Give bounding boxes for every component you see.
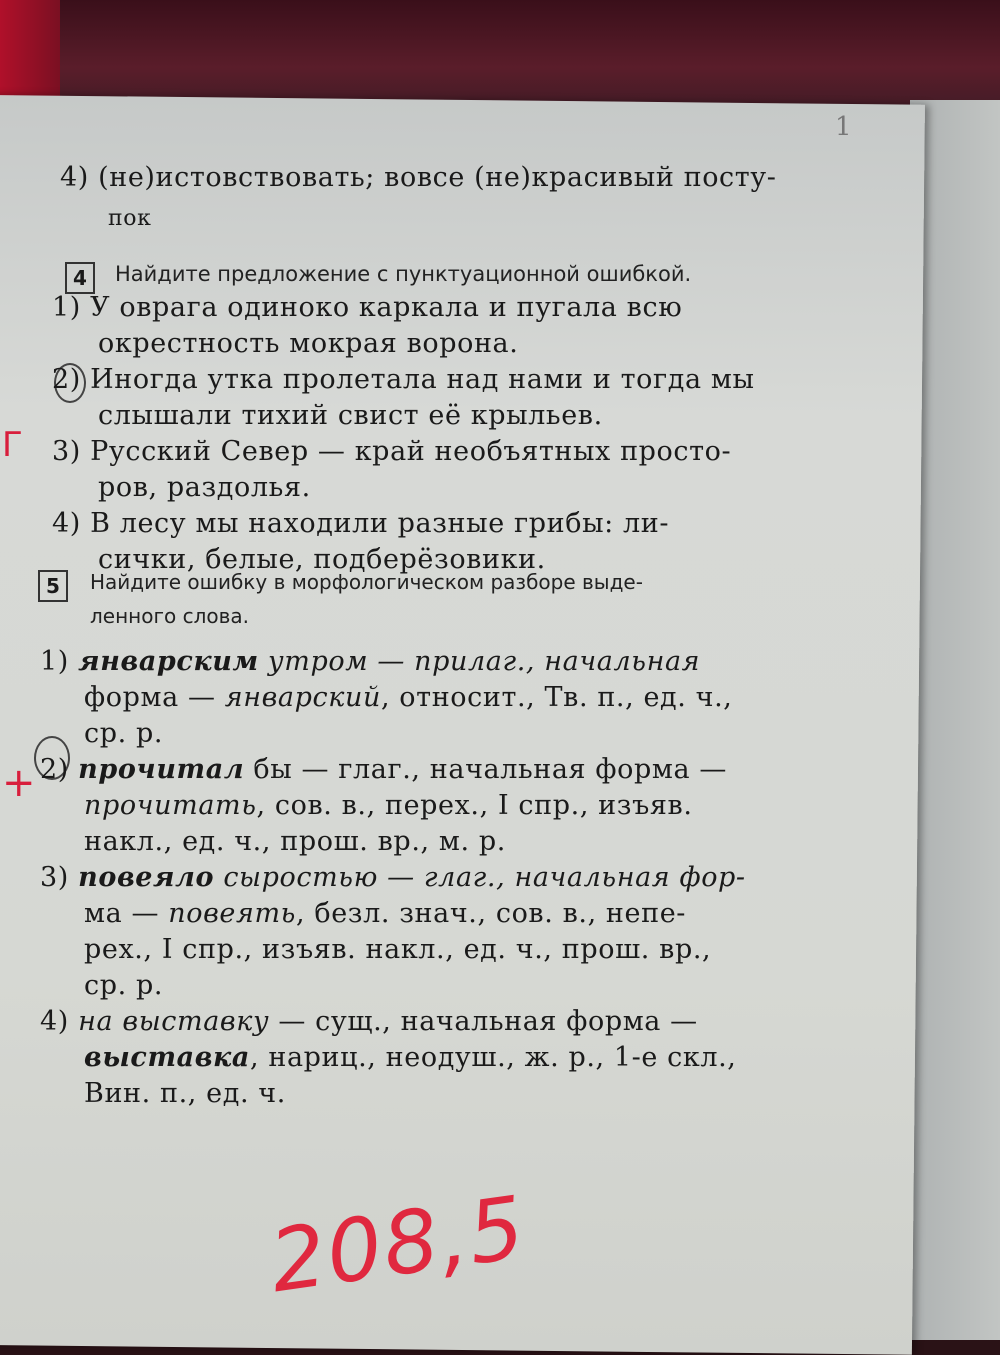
task5-option3-line3: рех., I спр., изъяв. накл., ед. ч., прош. вр., bbox=[84, 934, 712, 965]
task5-option2-num: 2) bbox=[40, 754, 69, 785]
corner-pencil-mark: 1 bbox=[835, 112, 852, 142]
task5-option1-line1 bbox=[40, 646, 700, 677]
task5-option4-line1 bbox=[40, 1006, 698, 1037]
task5-option4-line3: Вин. п., ед. ч. bbox=[84, 1078, 286, 1109]
task5-option2-line3: накл., ед. ч., прош. вр., м. р. bbox=[84, 826, 506, 857]
task5-option2-l2b: , сов. в., перех., I спр., изъяв. bbox=[256, 790, 693, 821]
top-item-line1: 4) (не)истовствовать; вовсе (не)красивый посту- bbox=[60, 162, 777, 193]
task5-option4-l2b: , нариц., неодуш., ж. р., 1-е скл., bbox=[250, 1042, 737, 1073]
task4-option2-line2: слышали тихий свист её крыльев. bbox=[98, 400, 603, 431]
task5-option1-l2b: январский bbox=[224, 682, 381, 713]
task5-option1-line3: ср. р. bbox=[84, 718, 164, 749]
task5-option1-l2c: , относит., Тв. п., ед. ч., bbox=[380, 682, 733, 713]
task5-option3-rest: сыростью — глаг., начальная фор- bbox=[223, 862, 746, 893]
task5-option3-word: повеяло bbox=[78, 862, 215, 893]
task4-option4-line2: сички, белые, подберёзовики. bbox=[98, 544, 546, 575]
task5-option2-word: прочитал bbox=[78, 754, 245, 785]
task5-option3-l2a: ма — bbox=[84, 898, 169, 929]
task5-option2-l2a: прочитать bbox=[84, 790, 257, 821]
task5-option4-num: 4) bbox=[40, 1006, 69, 1037]
task5-option4-line2 bbox=[84, 1042, 736, 1073]
task5-option4-l2a: выставка bbox=[84, 1042, 251, 1073]
task5-option1-num: 1) bbox=[40, 646, 69, 677]
facing-page bbox=[910, 100, 1000, 1340]
task4-question: Найдите предложение с пунктуационной ошибкой. bbox=[115, 262, 692, 286]
task5-option2-line1 bbox=[40, 754, 727, 785]
task5-option3-l2b: повеять bbox=[168, 898, 296, 929]
red-margin-mark-task4: Г bbox=[2, 425, 23, 465]
task5-option1-l2a: форма — bbox=[84, 682, 225, 713]
task4-number: 4 bbox=[65, 262, 95, 294]
task4-option1-line2: окрестность мокрая ворона. bbox=[98, 328, 519, 359]
task5-option2-line2 bbox=[84, 790, 693, 821]
task5-option3-num: 3) bbox=[40, 862, 69, 893]
task5-option3-line4: ср. р. bbox=[84, 970, 164, 1001]
task5-option1-line2 bbox=[84, 682, 732, 713]
task5-number: 5 bbox=[38, 570, 68, 602]
task5-option1-word: январским bbox=[78, 646, 259, 677]
task5-option3-line1 bbox=[40, 862, 746, 893]
task5-option1-rest: утром — прилаг., начальная bbox=[268, 646, 701, 677]
task4-option3-line2: ров, раздолья. bbox=[98, 472, 311, 503]
task5-option3-l2c: , безл. знач., сов. в., непе- bbox=[295, 898, 687, 929]
task5-question-line2: ленного слова. bbox=[90, 604, 249, 628]
task4-option2-line1: 2) Иногда утка пролетала над нами и тогда мы bbox=[52, 364, 755, 395]
task5-question-line1: Найдите ошибку в морфологическом разборе выде- bbox=[90, 570, 643, 594]
task4-option4-line1: 4) В лесу мы находили разные грибы: ли- bbox=[52, 508, 670, 539]
task5-option4-rest: — сущ., начальная форма — bbox=[269, 1006, 698, 1037]
task5-option4-word: на выставку bbox=[78, 1006, 270, 1037]
task5-option2-rest: бы — глаг., начальная форма — bbox=[253, 754, 727, 785]
page-content bbox=[40, 150, 900, 1190]
task4-option1-line1: 1) У оврага одиноко каркала и пугала всю bbox=[52, 292, 683, 323]
handwritten-grade: 208,5 bbox=[264, 1177, 532, 1313]
red-margin-mark-task5: + bbox=[2, 760, 36, 806]
top-item-line2: пок bbox=[108, 206, 152, 231]
task4-option3-line1: 3) Русский Север — край необъятных просто- bbox=[52, 436, 732, 467]
task5-option3-line2 bbox=[84, 898, 686, 929]
